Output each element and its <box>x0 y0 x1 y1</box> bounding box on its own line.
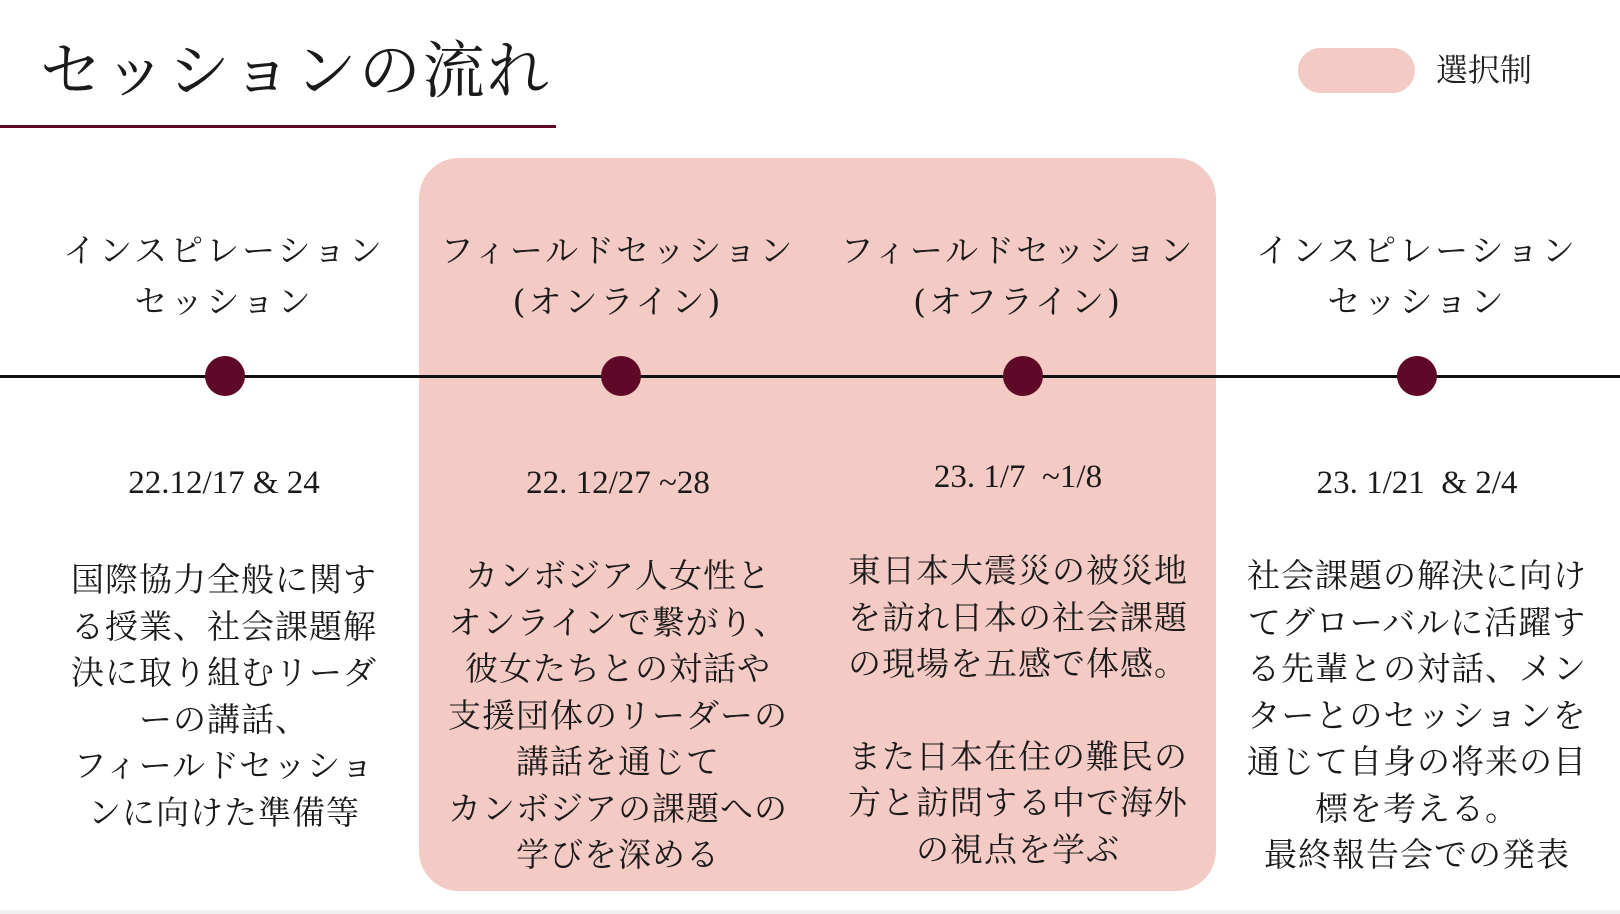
description-line: カンボジア人女性と <box>465 556 771 595</box>
session-date: 22.12/17 & 24 <box>128 465 320 501</box>
description-line: 国際協力全般に関す <box>71 560 377 599</box>
session-description <box>1227 553 1607 879</box>
description-line: 彼女たちとの対話や <box>465 649 771 688</box>
session-description <box>428 553 808 879</box>
description-line: 学びを深める <box>516 835 720 874</box>
timeline-dot <box>1003 356 1043 396</box>
description-line: ーの講話、 <box>139 699 309 739</box>
description-spacer <box>828 688 1208 734</box>
slide-bottom-border <box>0 910 1620 914</box>
description-line: 講話を通じて <box>516 742 720 781</box>
session-heading <box>1227 225 1607 327</box>
description-line: 東日本大震災の被災地 <box>848 551 1188 590</box>
session-heading-line: インスピレーション <box>63 231 385 270</box>
description-line: また日本在住の難民の <box>848 736 1188 776</box>
session-heading <box>828 225 1208 327</box>
description-line: ターとのセッションを <box>1247 695 1587 735</box>
session-description <box>34 557 414 836</box>
description-line: 方と訪問する中で海外 <box>848 783 1188 822</box>
description-line: カンボジアの課題への <box>448 788 788 828</box>
timeline-dot <box>205 356 245 396</box>
title-underline <box>0 125 556 128</box>
description-line: 通じて自身の将来の目 <box>1247 742 1587 781</box>
description-line: の現場を五感で体感。 <box>848 644 1188 683</box>
description-line: フィールドセッショ <box>73 746 375 785</box>
session-date: 23. 1/7 ~1/8 <box>933 459 1103 495</box>
timeline-dot <box>1397 356 1437 396</box>
description-line: の視点を学ぶ <box>916 829 1120 869</box>
session-heading-line: セッション <box>1327 282 1507 321</box>
session-heading-line: フィールドセッション <box>840 231 1196 270</box>
description-line: 社会課題の解決に向け <box>1247 556 1587 595</box>
session-heading-line: インスピレーション <box>1256 231 1578 270</box>
session-heading-line: (オンライン) <box>512 282 724 321</box>
session-heading <box>34 225 414 327</box>
description-line: 最終報告会での発表 <box>1264 835 1570 874</box>
session-date: 23. 1/21 & 2/4 <box>1316 465 1518 501</box>
session-date: 22. 12/27 ~28 <box>526 465 710 501</box>
timeline-dot <box>601 356 641 396</box>
legend-label: 選択制 <box>1436 51 1533 89</box>
session-heading-line: フィールドセッション <box>440 231 796 270</box>
description-line: を訪れ日本の社会課題 <box>848 597 1188 637</box>
session-heading-line: セッション <box>134 282 314 321</box>
description-line: オンラインで繋がり、 <box>448 602 788 642</box>
session-description <box>828 548 1208 873</box>
description-line: る授業、社会課題解 <box>71 606 377 646</box>
session-heading-line: (オフライン) <box>913 282 1123 321</box>
description-line: る先輩との対話、メン <box>1247 649 1587 688</box>
description-line: 支援団体のリーダーの <box>448 695 788 735</box>
description-line: 標を考える。 <box>1315 788 1519 828</box>
session-heading <box>428 225 808 327</box>
description-line: てグローバルに活躍す <box>1247 602 1587 642</box>
legend-swatch <box>1298 48 1415 93</box>
page-title: セッションの流れ <box>40 34 551 107</box>
description-line: 決に取り組むリーダ <box>71 653 377 692</box>
description-line: ンに向けた準備等 <box>88 792 360 832</box>
